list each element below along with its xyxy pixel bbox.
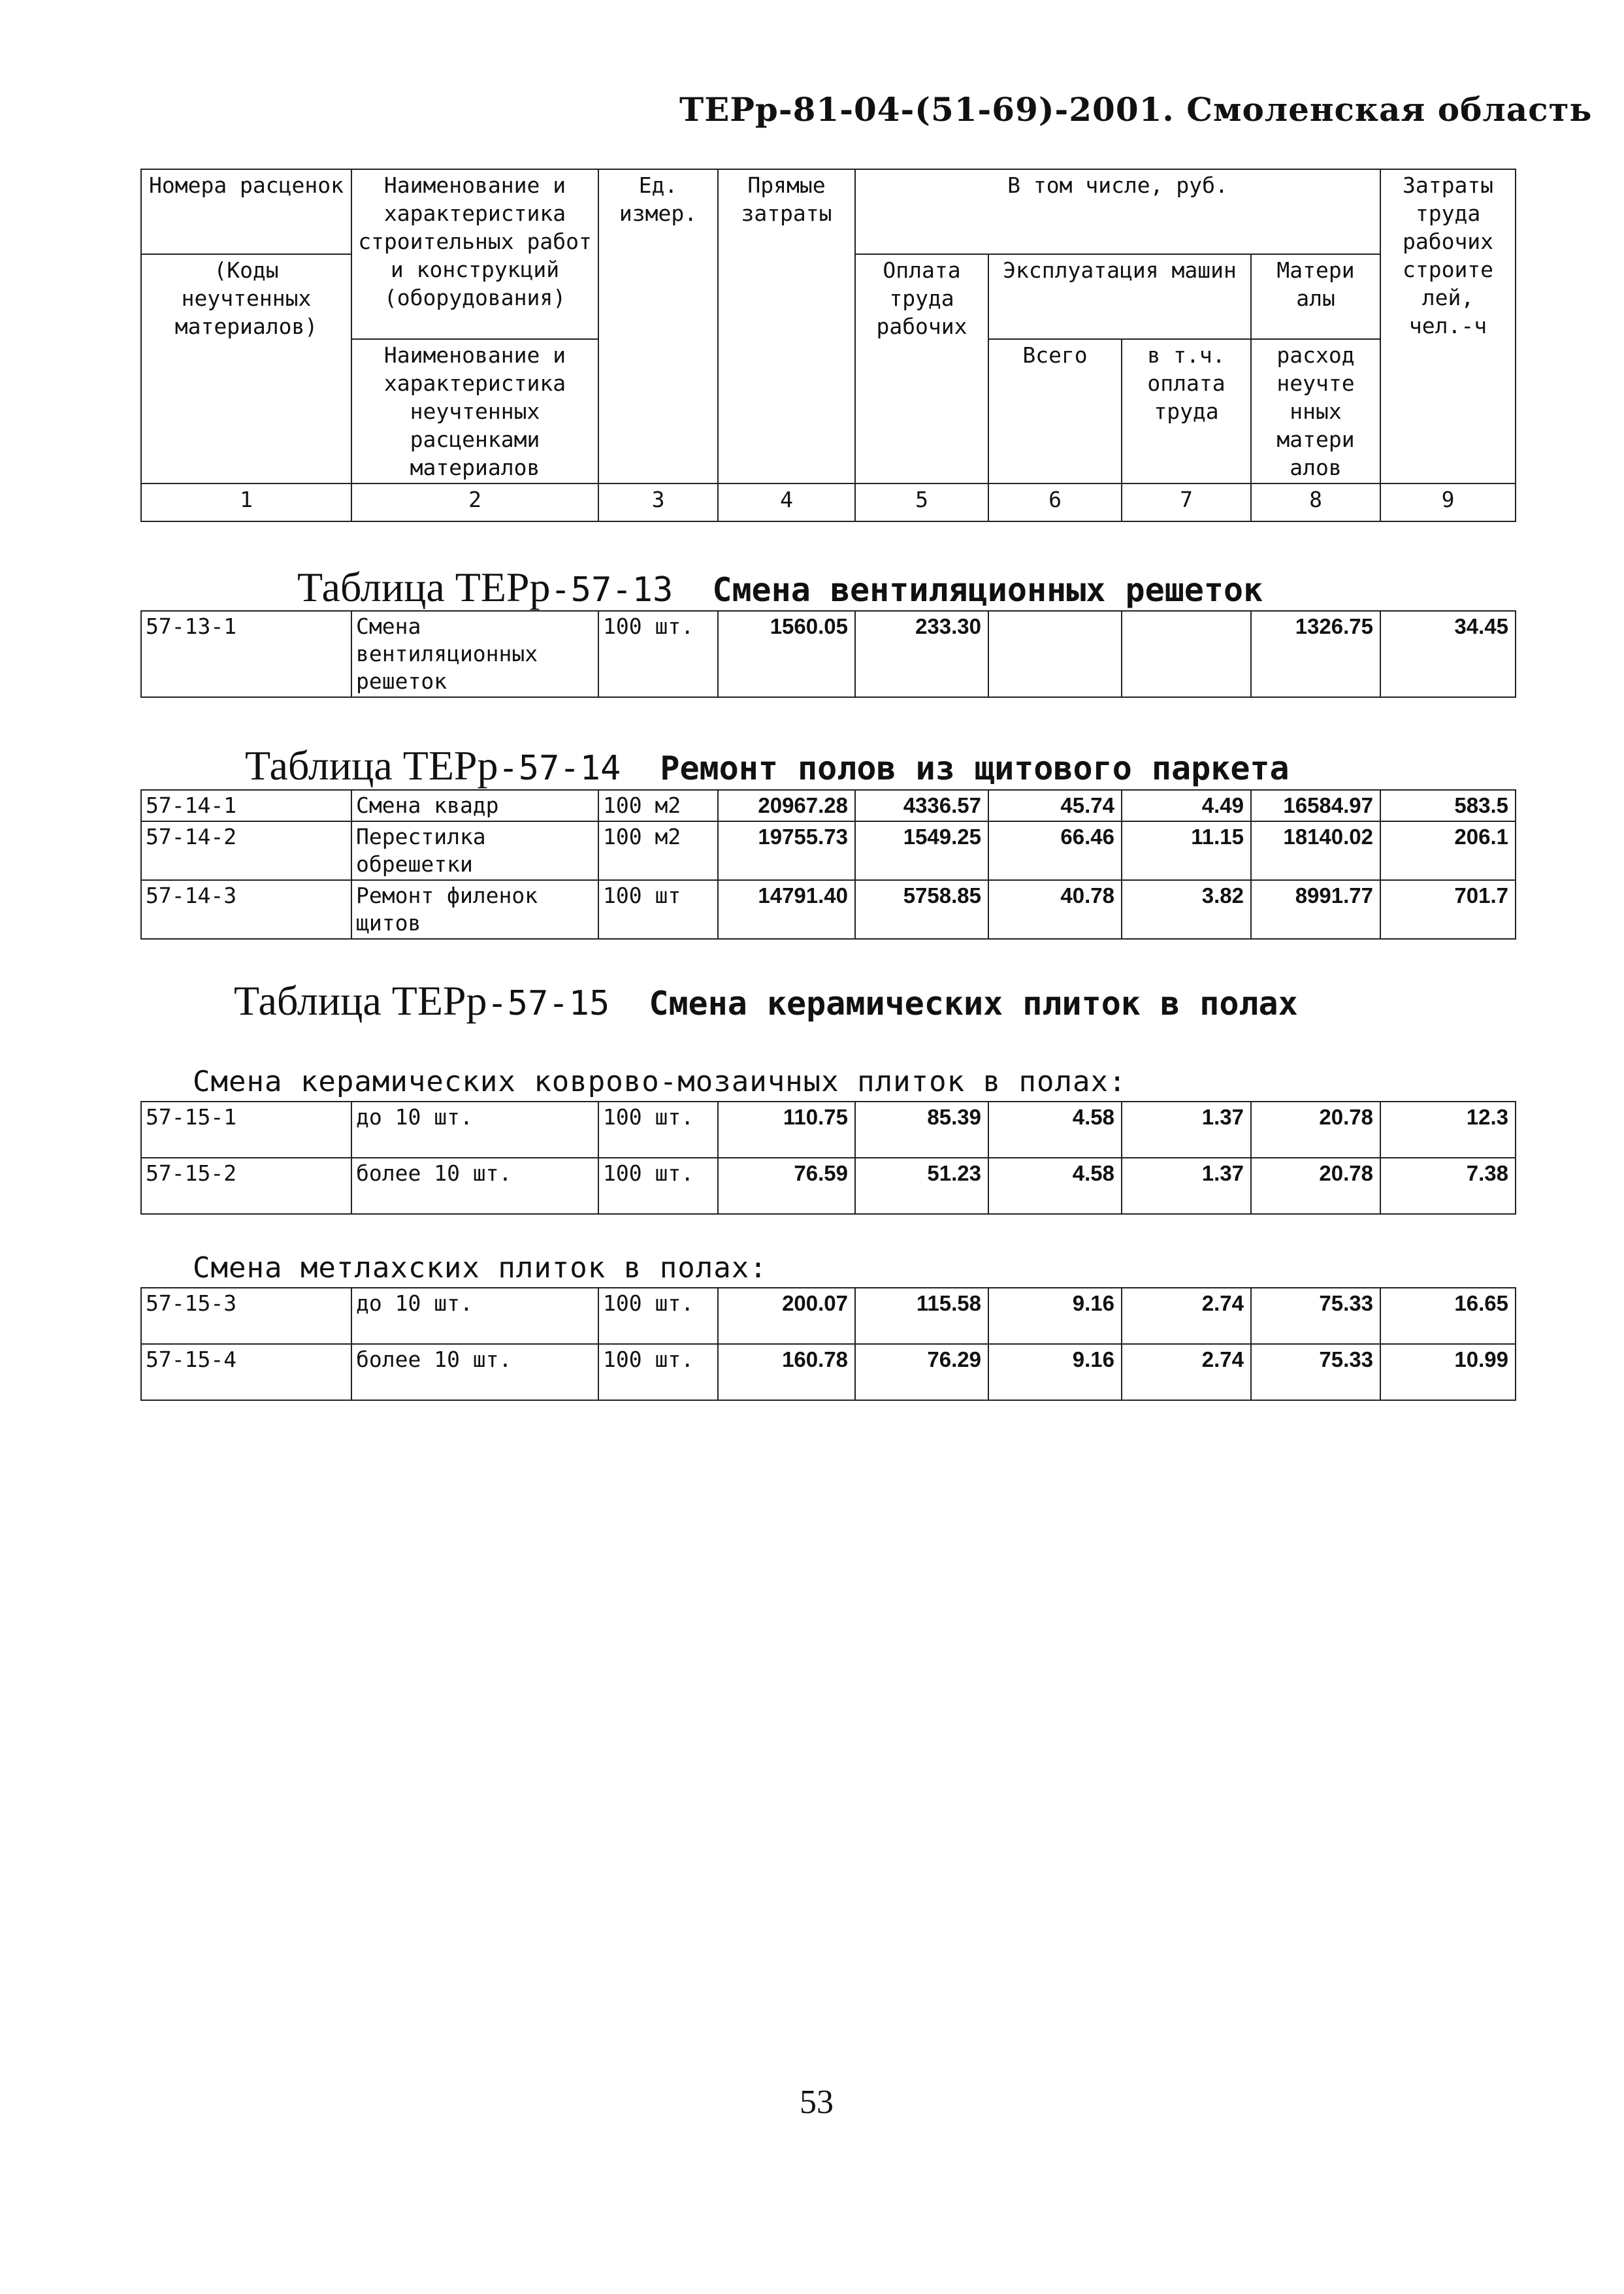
row-mach-total: 40.78	[988, 880, 1122, 939]
header-machines-total: Всего	[988, 339, 1122, 483]
row-unit: 100 шт.	[598, 611, 718, 697]
header-codes-unaccounted: (Коды неучтенных материалов)	[141, 254, 351, 483]
table-row	[141, 1344, 1516, 1400]
row-direct: 19755.73	[718, 821, 855, 880]
row-materials: 20.78	[1251, 1102, 1380, 1158]
row-labor: 4336.57	[855, 790, 988, 821]
group-2-title: Смена метлахских плиток в полах:	[193, 1251, 768, 1285]
header-unit: Ед. измер.	[598, 169, 718, 483]
row-labor-hours: 7.38	[1380, 1158, 1516, 1214]
col-number: 2	[351, 483, 598, 521]
row-code: 57-14-1	[141, 790, 351, 821]
row-labor: 85.39	[855, 1102, 988, 1158]
row-labor: 76.29	[855, 1344, 988, 1400]
row-code: 57-14-3	[141, 880, 351, 939]
row-direct: 1560.05	[718, 611, 855, 697]
header-including: В том числе, руб.	[855, 169, 1380, 254]
row-code: 57-14-2	[141, 821, 351, 880]
table-57-14-heading	[245, 742, 1290, 790]
row-unit: 100 шт.	[598, 1158, 718, 1214]
row-unit: 100 шт	[598, 880, 718, 939]
row-labor: 1549.25	[855, 821, 988, 880]
col-number: 8	[1251, 483, 1380, 521]
table-row	[141, 790, 1516, 821]
header-direct-costs: Прямые затраты	[718, 169, 855, 483]
col-number: 7	[1122, 483, 1251, 521]
table-57-15-heading	[234, 977, 1298, 1025]
table-number: Таблица ТЕРр	[245, 742, 498, 789]
row-labor-hours: 16.65	[1380, 1288, 1516, 1344]
row-mach-labor: 2.74	[1122, 1344, 1251, 1400]
row-materials: 16584.97	[1251, 790, 1380, 821]
group-1-title: Смена керамических коврово-мозаичных плиток в полах:	[193, 1065, 1127, 1098]
row-materials: 75.33	[1251, 1288, 1380, 1344]
row-mach-total: 66.46	[988, 821, 1122, 880]
row-direct: 20967.28	[718, 790, 855, 821]
table-57-15-group-2	[140, 1287, 1516, 1401]
row-materials: 8991.77	[1251, 880, 1380, 939]
header-codes: Номера расценок	[141, 169, 351, 254]
table-title: Смена вентиляционных решеток	[712, 571, 1263, 609]
row-direct: 160.78	[718, 1344, 855, 1400]
header-materials-consumption: расход неучте нных матери алов	[1251, 339, 1380, 483]
row-direct: 200.07	[718, 1288, 855, 1344]
col-number: 6	[988, 483, 1122, 521]
row-unit: 100 шт.	[598, 1288, 718, 1344]
document-title: ТЕРр-81-04-(51-69)-2001. Смоленская область	[679, 90, 1593, 129]
header-materials: Матери алы	[1251, 254, 1380, 339]
header-labor-pay: Оплата труда рабочих	[855, 254, 988, 483]
row-mach-labor: 1.37	[1122, 1158, 1251, 1214]
row-code: 57-13-1	[141, 611, 351, 697]
row-name: Смена квадр	[351, 790, 598, 821]
row-labor-hours: 206.1	[1380, 821, 1516, 880]
row-materials: 1326.75	[1251, 611, 1380, 697]
row-name: до 10 шт.	[351, 1102, 598, 1158]
row-mach-labor: 2.74	[1122, 1288, 1251, 1344]
row-mach-total: 4.58	[988, 1102, 1122, 1158]
row-mach-labor: 1.37	[1122, 1102, 1251, 1158]
row-mach-total: 4.58	[988, 1158, 1122, 1214]
row-direct: 110.75	[718, 1102, 855, 1158]
row-code: 57-15-2	[141, 1158, 351, 1214]
header-machines-labor: в т.ч. оплата труда	[1122, 339, 1251, 483]
table-number: Таблица ТЕРр	[234, 977, 487, 1024]
table-57-15-group-1	[140, 1101, 1516, 1215]
table-row	[141, 611, 1516, 697]
row-mach-total: 9.16	[988, 1288, 1122, 1344]
row-name: более 10 шт.	[351, 1344, 598, 1400]
row-labor: 51.23	[855, 1158, 988, 1214]
col-number: 5	[855, 483, 988, 521]
col-number: 9	[1380, 483, 1516, 521]
header-machines: Эксплуатация машин	[988, 254, 1251, 339]
col-number: 4	[718, 483, 855, 521]
table-row	[141, 1158, 1516, 1214]
row-name: до 10 шт.	[351, 1288, 598, 1344]
row-materials: 18140.02	[1251, 821, 1380, 880]
table-code: -57-15	[487, 984, 610, 1023]
row-labor-hours: 34.45	[1380, 611, 1516, 697]
row-code: 57-15-1	[141, 1102, 351, 1158]
row-direct: 14791.40	[718, 880, 855, 939]
row-name: Перестилка обрешетки	[351, 821, 598, 880]
row-name: более 10 шт.	[351, 1158, 598, 1214]
column-header-table	[140, 169, 1516, 522]
header-name-unaccounted: Наименование и характеристика неучтенных расценками материалов	[351, 339, 598, 483]
col-number: 1	[141, 483, 351, 521]
row-code: 57-15-4	[141, 1344, 351, 1400]
row-name: Смена вентиляционных решеток	[351, 611, 598, 697]
row-labor-hours: 10.99	[1380, 1344, 1516, 1400]
table-code: -57-14	[498, 749, 621, 788]
row-mach-labor: 11.15	[1122, 821, 1251, 880]
row-unit: 100 шт.	[598, 1344, 718, 1400]
row-mach-total: 45.74	[988, 790, 1122, 821]
table-title: Смена керамических плиток в полах	[649, 985, 1298, 1023]
row-mach-total: 9.16	[988, 1344, 1122, 1400]
row-labor: 5758.85	[855, 880, 988, 939]
header-name: Наименование и характеристика строительных работ и конструкций (оборудования)	[351, 169, 598, 339]
row-labor-hours: 583.5	[1380, 790, 1516, 821]
table-57-14	[140, 789, 1516, 940]
table-code: -57-13	[550, 570, 674, 610]
row-unit: 100 м2	[598, 821, 718, 880]
table-row	[141, 1288, 1516, 1344]
table-row	[141, 880, 1516, 939]
table-row	[141, 821, 1516, 880]
row-name: Ремонт филенок щитов	[351, 880, 598, 939]
table-57-13-heading	[297, 563, 1263, 612]
row-mach-total	[988, 611, 1122, 697]
row-materials: 20.78	[1251, 1158, 1380, 1214]
table-57-13	[140, 610, 1516, 698]
row-labor: 233.30	[855, 611, 988, 697]
row-unit: 100 м2	[598, 790, 718, 821]
row-mach-labor: 4.49	[1122, 790, 1251, 821]
row-direct: 76.59	[718, 1158, 855, 1214]
table-row	[141, 1102, 1516, 1158]
row-materials: 75.33	[1251, 1344, 1380, 1400]
col-number: 3	[598, 483, 718, 521]
row-labor-hours: 12.3	[1380, 1102, 1516, 1158]
row-labor: 115.58	[855, 1288, 988, 1344]
row-labor-hours: 701.7	[1380, 880, 1516, 939]
table-title: Ремонт полов из щитового паркета	[660, 749, 1290, 787]
row-mach-labor: 3.82	[1122, 880, 1251, 939]
row-code: 57-15-3	[141, 1288, 351, 1344]
row-mach-labor	[1122, 611, 1251, 697]
header-labor-costs: Затраты труда рабочих строите лей, чел.-ч	[1380, 169, 1516, 483]
table-number: Таблица ТЕРр	[297, 564, 551, 610]
page-number: 53	[800, 2084, 834, 2121]
row-unit: 100 шт.	[598, 1102, 718, 1158]
